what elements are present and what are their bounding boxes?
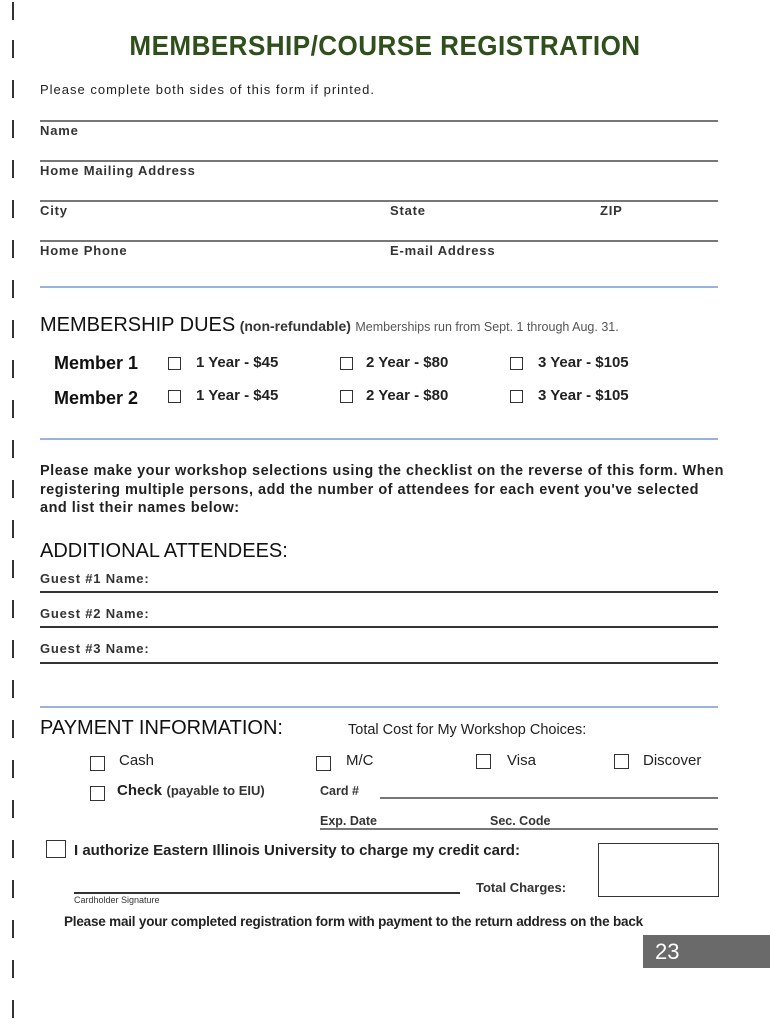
margin-tick [12,520,14,538]
card-number-label: Card # [320,784,359,798]
option-1year: 1 Year - $45 [196,387,279,404]
membership-period-note: Memberships run from Sept. 1 through Aug. 31. [355,320,619,334]
guest2-label: Guest #2 Name: [40,606,150,621]
margin-tick [12,80,14,98]
option-2year: 2 Year - $80 [366,387,449,404]
margin-tick [12,2,14,20]
dues-heading: MEMBERSHIP DUES [40,314,236,336]
margin-tick [12,440,14,458]
margin-tick [12,680,14,698]
margin-tick [12,320,14,338]
divider [40,240,718,242]
discover-checkbox[interactable] [614,754,629,769]
margin-tick [12,280,14,298]
total-charges-box[interactable] [598,843,719,897]
guest3-line [40,662,718,664]
mail-instructions: Please mail your completed registration form with payment to the return address on the back [64,914,643,929]
card-number-field[interactable] [380,782,718,798]
nonrefundable-note: (non-refundable) [239,318,351,334]
margin-tick [12,480,14,498]
cash-label: Cash [119,752,155,769]
margin-tick [12,720,14,738]
margin-tick [12,800,14,818]
member2-3year-checkbox[interactable] [510,390,523,403]
member1-2year-checkbox[interactable] [340,357,353,370]
authorize-checkbox[interactable] [46,840,66,858]
margin-tick [12,920,14,938]
margin-tick [12,880,14,898]
margin-tick [12,760,14,778]
city-field[interactable] [80,204,380,238]
exp-date-field[interactable] [320,812,460,828]
option-3year: 3 Year - $105 [538,354,629,371]
member1-3year-checkbox[interactable] [510,357,523,370]
check-payable-note: (payable to EIU) [166,783,265,798]
option-1year: 1 Year - $45 [196,354,279,371]
exp-sec-line [320,828,718,830]
total-cost-label: Total Cost for My Workshop Choices: [348,722,587,738]
section-divider [40,286,718,288]
signature-label: Cardholder Signature [74,895,160,905]
margin-tick [12,600,14,618]
card-number-line [380,797,718,799]
check-checkbox[interactable] [90,786,105,801]
city-label: City [40,203,68,218]
guest3-field[interactable] [175,638,718,660]
margin-tick [12,960,14,978]
sec-code-label: Sec. Code [490,814,551,828]
member2-label: Member 2 [54,388,139,408]
check-label: Check [117,782,163,799]
state-field[interactable] [440,204,590,238]
email-label: E-mail Address [390,243,496,258]
section-divider [40,706,718,708]
address-label: Home Mailing Address [40,163,196,178]
attendees-heading: ADDITIONAL ATTENDEES: [40,540,288,562]
total-charges-label: Total Charges: [476,880,567,895]
margin-tick [12,640,14,658]
guest3-label: Guest #3 Name: [40,641,150,656]
form-instruction: Please complete both sides of this form if printed. [40,82,375,97]
divider [40,200,718,202]
signature-field[interactable] [74,872,460,892]
section-divider [40,438,718,440]
authorize-text: I authorize Eastern Illinois University to charge my credit card: [74,842,520,859]
margin-tick [12,360,14,378]
page-number-tab [643,935,770,968]
state-label: State [390,203,426,218]
member1-1year-checkbox[interactable] [168,357,181,370]
zip-field[interactable] [632,204,718,238]
margin-tick [12,400,14,418]
name-label: Name [40,123,79,138]
margin-tick [12,240,14,258]
margin-tick [12,840,14,858]
divider [40,160,718,162]
option-3year: 3 Year - $105 [538,387,629,404]
mc-label: M/C [346,752,374,769]
mc-checkbox[interactable] [316,756,331,771]
margin-tick [12,1000,14,1018]
guest2-line [40,626,718,628]
margin-tick [12,120,14,138]
guest1-field[interactable] [175,568,718,590]
sec-code-field[interactable] [490,812,718,828]
member2-2year-checkbox[interactable] [340,390,353,403]
phone-field[interactable] [150,244,380,278]
guest1-line [40,591,718,593]
page-number: 23 [655,939,680,964]
divider [40,120,718,122]
email-field[interactable] [520,244,718,278]
visa-label: Visa [507,752,536,769]
member1-label: Member 1 [54,353,139,373]
check-label-row [117,782,265,800]
phone-label: Home Phone [40,243,128,258]
discover-label: Discover [643,752,702,769]
option-2year: 2 Year - $80 [366,354,449,371]
guest2-field[interactable] [175,603,718,625]
visa-checkbox[interactable] [476,754,491,769]
dues-heading-row [40,314,619,337]
margin-tick [12,200,14,218]
address-field[interactable] [230,164,718,198]
workshop-instructions: Please make your workshop selections using the checklist on the reverse of this form. When registering multiple persons, add the number of attendees for each event you've selected and list their names below: [40,463,724,516]
payment-heading: PAYMENT INFORMATION: [40,717,283,739]
margin-tick [12,40,14,58]
margin-tick [12,160,14,178]
margin-tick [12,560,14,578]
exp-date-label: Exp. Date [320,814,377,828]
guest1-label: Guest #1 Name: [40,571,150,586]
zip-label: ZIP [600,203,623,218]
member2-1year-checkbox[interactable] [168,390,181,403]
name-field[interactable] [120,124,718,158]
cash-checkbox[interactable] [90,756,105,771]
signature-line [74,892,460,894]
page-title: MEMBERSHIP/COURSE REGISTRATION [129,30,641,61]
